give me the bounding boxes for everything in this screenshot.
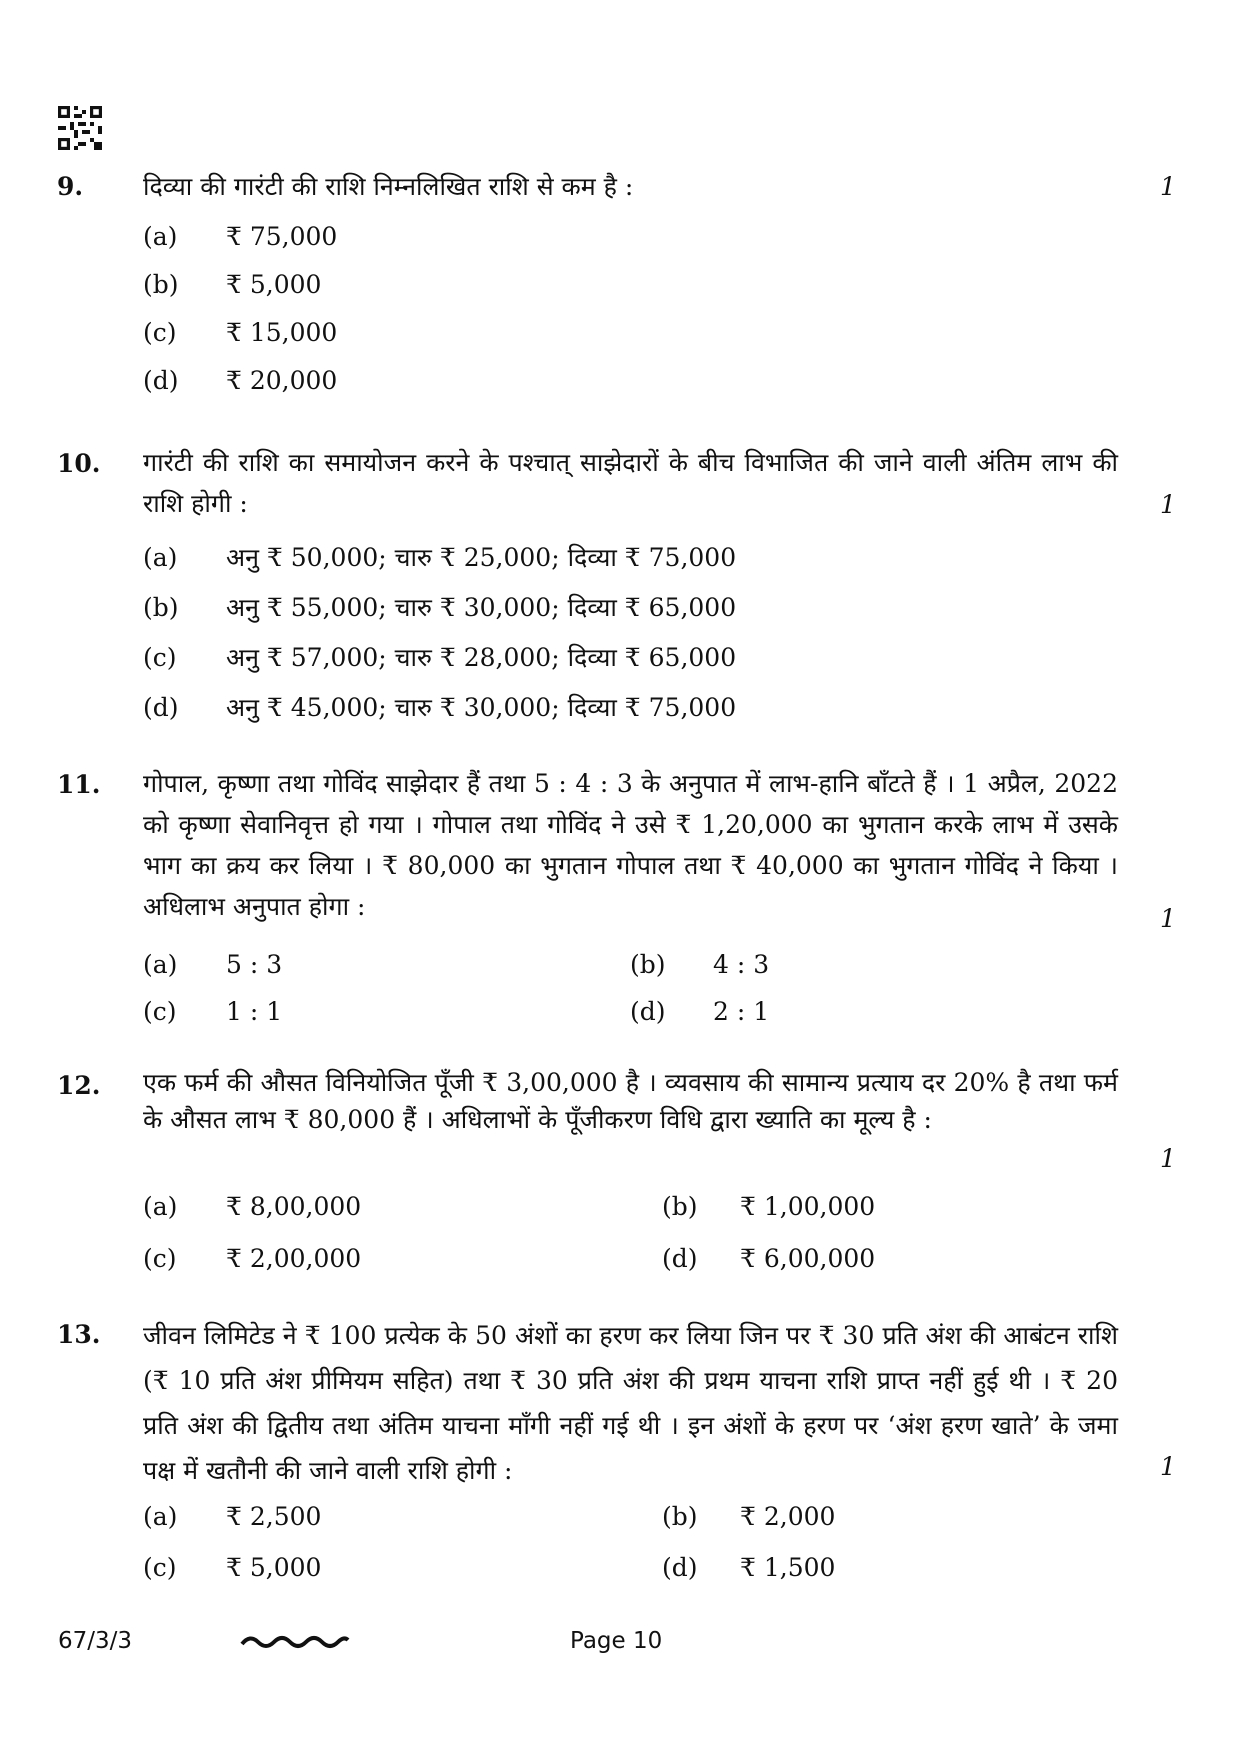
question-number: 11.	[57, 770, 101, 799]
option-text: ₹ 2,500	[226, 1502, 322, 1531]
option-label: (c)	[143, 1553, 177, 1582]
option-a	[143, 1192, 361, 1221]
option-label: (c)	[143, 318, 177, 347]
option-text: अनु ₹ 50,000; चारु ₹ 25,000; दिव्या ₹ 75,000	[226, 543, 737, 572]
paper-code: 67/3/3	[58, 1628, 133, 1654]
option-b	[662, 1192, 875, 1221]
option-text: अनु ₹ 45,000; चारु ₹ 30,000; दिव्या ₹ 75,000	[226, 693, 737, 722]
option-text: अनु ₹ 57,000; चारु ₹ 28,000; दिव्या ₹ 65,000	[226, 643, 737, 672]
option-text: ₹ 20,000	[226, 366, 338, 395]
marks: 1	[1160, 904, 1176, 933]
option-label: (a)	[143, 1192, 178, 1221]
question-text: दिव्या की गारंटी की राशि निम्नलिखित राशि से कम है :	[143, 172, 634, 201]
option-c	[143, 997, 282, 1026]
option-label: (b)	[143, 270, 179, 299]
option-label: (b)	[143, 593, 179, 622]
option-d	[143, 690, 736, 724]
option-text: ₹ 15,000	[226, 318, 338, 347]
option-label: (c)	[143, 997, 177, 1026]
tilde-divider-icon	[240, 1632, 350, 1652]
option-label: (d)	[143, 366, 179, 395]
option-text: 5 : 3	[226, 950, 283, 979]
option-label: (c)	[143, 1244, 177, 1273]
option-text: 2 : 1	[713, 997, 770, 1026]
option-text: 4 : 3	[713, 950, 770, 979]
option-label: (a)	[143, 222, 178, 251]
option-b	[662, 1502, 835, 1531]
question-number: 12.	[57, 1071, 101, 1100]
question-number: 13.	[57, 1320, 101, 1349]
option-label: (d)	[662, 1244, 698, 1273]
marks: 1	[1160, 1144, 1176, 1173]
marks: 1	[1160, 172, 1176, 201]
option-c	[143, 1244, 361, 1273]
option-text: 1 : 1	[226, 997, 283, 1026]
option-a	[143, 1502, 321, 1531]
option-d	[630, 997, 769, 1026]
option-label: (d)	[143, 693, 179, 722]
option-label: (d)	[630, 997, 666, 1026]
option-c	[143, 1553, 321, 1582]
option-label: (a)	[143, 950, 178, 979]
question-number: 10.	[57, 449, 101, 478]
option-text: ₹ 2,00,000	[226, 1244, 362, 1273]
option-label: (c)	[143, 643, 177, 672]
option-c	[143, 640, 736, 674]
option-text: ₹ 1,500	[740, 1553, 836, 1582]
marks: 1	[1160, 490, 1176, 519]
option-text: ₹ 1,00,000	[740, 1192, 876, 1221]
option-label: (b)	[662, 1502, 698, 1531]
option-label: (b)	[662, 1192, 698, 1221]
question-text: एक फर्म की औसत विनियोजित पूँजी ₹ 3,00,000 है । व्यवसाय की सामान्य प्रत्याय दर 20% है तथा फर्म के औसत लाभ ₹ 80,000 हैं । अधिलाभों के पूँजीकरण विधि द्वारा ख्याति का मूल्य है :	[143, 1068, 1118, 1134]
option-b	[630, 950, 769, 979]
marks: 1	[1160, 1452, 1176, 1481]
option-label: (a)	[143, 543, 178, 572]
option-d	[662, 1244, 875, 1273]
option-a	[143, 950, 282, 979]
option-b	[143, 270, 321, 299]
option-label: (b)	[630, 950, 666, 979]
option-label: (d)	[662, 1553, 698, 1582]
question-text: गारंटी की राशि का समायोजन करने के पश्चात् साझेदारों के बीच विभाजित की जाने वाली अंतिम लाभ की राशि होगी :	[143, 448, 1118, 518]
question-number: 9.	[57, 172, 84, 201]
option-d	[143, 366, 337, 395]
option-label: (a)	[143, 1502, 178, 1531]
option-text: ₹ 75,000	[226, 222, 338, 251]
question-text: जीवन लिमिटेड ने ₹ 100 प्रत्येक के 50 अंशों का हरण कर लिया जिन पर ₹ 30 प्रति अंश की आबंटन राशि (₹ 10 प्रति अंश प्रीमियम सहित) तथा ₹ 30 प्रति अंश की प्रथम याचना राशि प्राप्त नहीं हुई थी । ₹ 20 प्रति अंश की द्वितीय तथा अंतिम याचना माँगी नहीं गई थी । इन अंशों के हरण पर ‘अंश हरण खाते’ के जमा पक्ष में खतौनी की जाने वाली राशि होगी :	[143, 1321, 1118, 1485]
option-a	[143, 540, 736, 574]
option-text: ₹ 5,000	[226, 1553, 322, 1582]
option-text: ₹ 5,000	[226, 270, 322, 299]
option-text: ₹ 6,00,000	[740, 1244, 876, 1273]
option-b	[143, 590, 736, 624]
option-a	[143, 222, 337, 251]
option-text: ₹ 2,000	[740, 1502, 836, 1531]
page-number: Page 10	[570, 1628, 663, 1654]
qr-code-icon	[58, 106, 102, 150]
option-text: ₹ 8,00,000	[226, 1192, 362, 1221]
option-c	[143, 318, 337, 347]
question-text: गोपाल, कृष्णा तथा गोविंद साझेदार हैं तथा 5 : 4 : 3 के अनुपात में लाभ-हानि बाँटते हैं । 1 अप्रैल, 2022 को कृष्णा सेवानिवृत्त हो गया । गोपाल तथा गोविंद ने उसे ₹ 1,20,000 का भुगतान करके लाभ में उसके भाग का क्रय कर लिया । ₹ 80,000 का भुगतान गोपाल तथा ₹ 40,000 का भुगतान गोविंद ने किया । अधिलाभ अनुपात होगा :	[143, 769, 1118, 921]
option-text: अनु ₹ 55,000; चारु ₹ 30,000; दिव्या ₹ 65,000	[226, 593, 737, 622]
option-d	[662, 1553, 835, 1582]
